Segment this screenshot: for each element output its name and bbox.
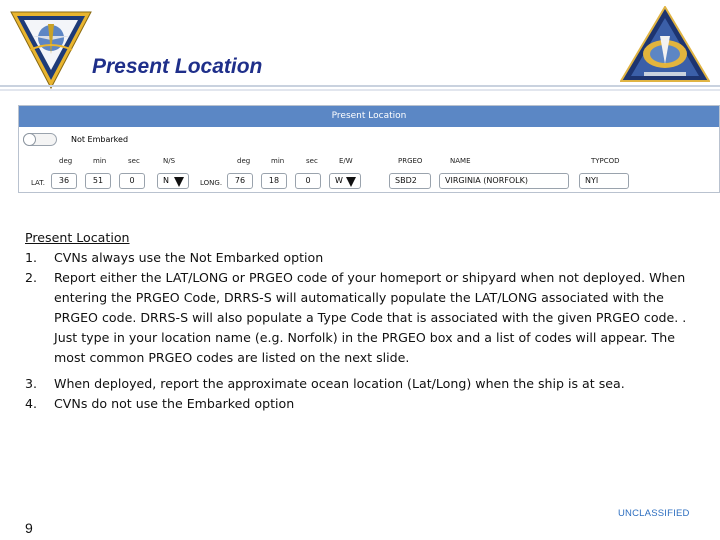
long-min-field[interactable]: 18 [261,173,287,189]
name-label: NAME [450,157,471,165]
ew-label: E/W [339,157,353,165]
long-deg-label: deg [237,157,251,165]
dropdown-arrow-icon [346,177,356,187]
long-deg-field[interactable]: 76 [227,173,253,189]
lat-min-label: min [93,157,107,165]
instruction-text: CVNs do not use the Embarked option [54,396,295,411]
naval-air-forces-seal-icon [10,10,92,90]
aviation-triangle-emblem-icon [620,6,710,82]
lat-min-field[interactable]: 51 [85,173,111,189]
typcod-field[interactable]: NYI [579,173,629,189]
dropdown-arrow-icon [174,177,184,187]
title-divider [0,85,720,87]
lat-deg-label: deg [59,157,73,165]
instruction-text: Report either the LAT/LONG or PRGEO code of your homeport or shipyard when not deployed. When entering the PRGEO Code, DRRS-S will automatically populate the LAT/LONG associated with the PRGEO code. DRRS-S will also populate a Type Code that is associated with the given PRGEO code. . Just type in your location name (e.g. Norfolk) in the PRGEO box and a list of codes will appear. The most common PRGEO codes are listed on the next slide. [54,270,687,365]
lat-sec-label: sec [128,157,140,165]
present-location-panel [18,105,720,193]
lat-label: LAT. [31,179,45,187]
lat-deg-field[interactable]: 36 [51,173,77,189]
ns-value: N [163,176,169,185]
long-label: LONG. [200,179,223,187]
ns-select[interactable] [157,173,189,189]
instruction-number: 2. [25,270,38,285]
instruction-number: 3. [25,376,38,391]
page-number: 9 [25,520,33,536]
long-sec-field[interactable]: 0 [295,173,321,189]
ns-label: N/S [163,157,176,165]
typcod-label: TYPCOD [591,157,620,165]
instruction-item [25,248,705,268]
toggle-knob [23,133,36,146]
embarked-toggle[interactable] [23,133,57,146]
instructions [25,228,705,414]
toggle-label: Not Embarked [71,135,129,144]
location-name-field[interactable]: VIRGINIA (NORFOLK) [439,173,569,189]
ew-value: W [335,176,343,185]
instruction-text: When deployed, report the approximate ocean location (Lat/Long) when the ship is at sea. [54,376,625,391]
prgeo-field[interactable]: SBD2 [389,173,431,189]
title-divider-secondary [0,89,720,91]
classification-label: UNCLASSIFIED [618,508,690,519]
lat-sec-field[interactable]: 0 [119,173,145,189]
instruction-item [25,268,705,368]
instruction-item [25,374,705,394]
panel-header: Present Location [19,106,719,127]
instruction-item [25,394,705,414]
instruction-number: 4. [25,396,38,411]
ew-select[interactable] [329,173,361,189]
long-min-label: min [271,157,285,165]
instructions-heading: Present Location [25,230,130,245]
slide-title: Present Location [92,55,263,78]
prgeo-label: PRGEO [398,157,423,165]
instruction-number: 1. [25,250,38,265]
instruction-text: CVNs always use the Not Embarked option [54,250,324,265]
long-sec-label: sec [306,157,318,165]
